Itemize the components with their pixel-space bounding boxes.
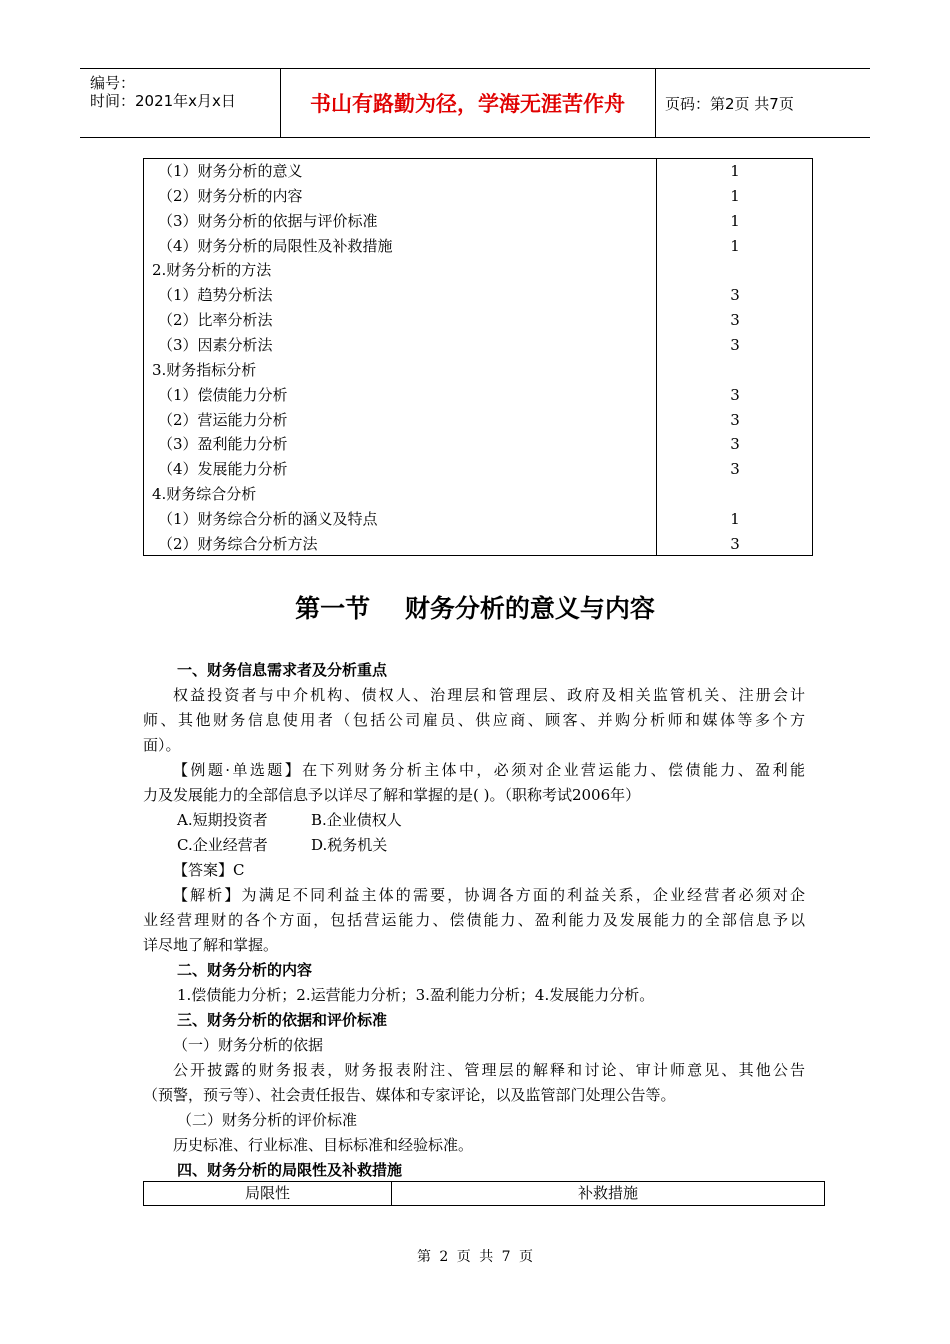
outline-item-label: （3）财务分析的依据与评价标准 — [158, 211, 378, 230]
table-row — [144, 333, 814, 358]
outline-item-label: （3）因素分析法 — [158, 335, 273, 354]
outline-item-label: （2）财务分析的内容 — [158, 186, 303, 205]
content-list: 1.偿债能力分析；2.运营能力分析；3.盈利能力分析；4.发展能力分析。 — [177, 986, 655, 1004]
outline-item-label: 2.财务分析的方法 — [152, 261, 272, 280]
outline-item-label: 4.财务综合分析 — [152, 485, 257, 504]
example-line: 【例题·单选题】在下列财务分析主体中，必须对企业营运能力、偿债能力、盈利能 — [173, 761, 805, 779]
table-header-remedies: 补救措施 — [577, 1184, 638, 1202]
header-page-info: 页码：第2页 共7页 — [665, 94, 794, 113]
header-meta — [80, 69, 281, 137]
heading-part4: 四、财务分析的局限性及补救措施 — [177, 1161, 403, 1179]
outline-item-label: （1）趋势分析法 — [158, 286, 273, 305]
outline-item-label: （1）财务综合分析的涵义及特点 — [158, 509, 378, 528]
table-row — [144, 432, 814, 457]
subheading-basis: （一）财务分析的依据 — [173, 1036, 324, 1054]
section-title: 第一节 财务分析的意义与内容 — [295, 594, 655, 623]
paragraph-line: 师、其他财务信息使用者（包括公司雇员、供应商、顾客、并购分析师和媒体等多个方 — [143, 711, 805, 729]
answer: 【答案】C — [173, 861, 245, 879]
option-c: C.企业经营者 — [177, 836, 268, 854]
outline-item-label: （2）营运能力分析 — [158, 410, 288, 429]
analysis-line: 详尽地了解和掌握。 — [143, 936, 279, 954]
number-label: 编号： — [90, 74, 136, 92]
outline-item-value: 3 — [730, 534, 740, 553]
paragraph-line: 权益投资者与中介机构、债权人、治理层和管理层、政府及相关监管机关、注册会计 — [173, 686, 805, 704]
table-row — [144, 159, 814, 184]
option-a: A.短期投资者 — [177, 811, 268, 829]
outline-item-value: 3 — [730, 385, 740, 404]
outline-item-label: （2）比率分析法 — [158, 311, 273, 330]
table-row — [144, 258, 814, 283]
table-header-limitations: 局限性 — [144, 1182, 392, 1205]
table-row — [144, 358, 814, 383]
outline-item-value: 3 — [730, 410, 740, 429]
outline-item-value: 3 — [730, 311, 740, 330]
heading-part3: 三、财务分析的依据和评价标准 — [177, 1011, 388, 1029]
outline-item-value: 3 — [730, 335, 740, 354]
outline-item-value: 3 — [730, 435, 740, 454]
table-row — [144, 209, 814, 234]
outline-item-value: 1 — [730, 211, 740, 230]
limitations-table — [143, 1181, 825, 1206]
outline-item-value: 3 — [730, 460, 740, 479]
example-line: 力及发展能力的全部信息予以详尽了解和掌握的是( )。（职称考试2006年） — [143, 786, 641, 804]
time-label: 时间：2021年x月x日 — [90, 92, 236, 110]
outline-item-label: （1）偿债能力分析 — [158, 385, 288, 404]
outline-item-label: （4）发展能力分析 — [158, 460, 288, 479]
page-footer: 第 2 页 共 7 页 — [416, 1249, 534, 1265]
outline-item-label: （3）盈利能力分析 — [158, 435, 288, 454]
header-motto: 书山有路勤为径，学海无涯苦作舟 — [280, 69, 656, 137]
analysis-line: 业经营理财的各个方面，包括营运能力、偿债能力、盈利能力及发展能力的全部信息予以 — [143, 911, 805, 929]
standards-text: 历史标准、行业标准、目标标准和经验标准。 — [173, 1136, 474, 1154]
table-row — [144, 308, 814, 333]
analysis-line: 【解析】为满足不同利益主体的需要，协调各方面的利益关系，企业经营者必须对企 — [173, 886, 805, 904]
basis-line: 公开披露的财务报表，财务报表附注、管理层的解释和讨论、审计师意见、其他公告 — [173, 1061, 805, 1079]
option-b: B.企业债权人 — [311, 811, 402, 829]
page-header — [80, 68, 870, 138]
outline-item-label: 3.财务指标分析 — [152, 360, 257, 379]
table-row — [144, 408, 814, 433]
table-row — [144, 482, 814, 507]
table-row — [144, 184, 814, 209]
subheading-standards: （二）财务分析的评价标准 — [177, 1111, 358, 1129]
outline-table — [143, 158, 813, 556]
outline-item-value: 1 — [730, 509, 740, 528]
table-row — [144, 383, 814, 408]
heading-part2: 二、财务分析的内容 — [177, 961, 313, 979]
table-row — [144, 283, 814, 308]
table-row — [144, 234, 814, 259]
outline-item-value: 1 — [730, 236, 740, 255]
outline-item-value: 1 — [730, 186, 740, 205]
paragraph-line: 面）。 — [143, 736, 181, 754]
table-row — [144, 507, 814, 532]
option-d: D.税务机关 — [311, 836, 388, 854]
outline-item-label: （1）财务分析的意义 — [158, 162, 303, 180]
basis-line: （预警，预亏等）、社会责任报告、媒体和专家评论，以及监管部门处理公告等。 — [143, 1086, 676, 1104]
outline-item-value: 1 — [730, 162, 740, 180]
heading-part1: 一、财务信息需求者及分析重点 — [177, 661, 388, 679]
outline-item-value: 3 — [730, 286, 740, 305]
table-row — [144, 532, 814, 557]
table-row — [144, 457, 814, 482]
outline-item-label: （2）财务综合分析方法 — [158, 534, 318, 553]
outline-item-label: （4）财务分析的局限性及补救措施 — [158, 236, 393, 255]
